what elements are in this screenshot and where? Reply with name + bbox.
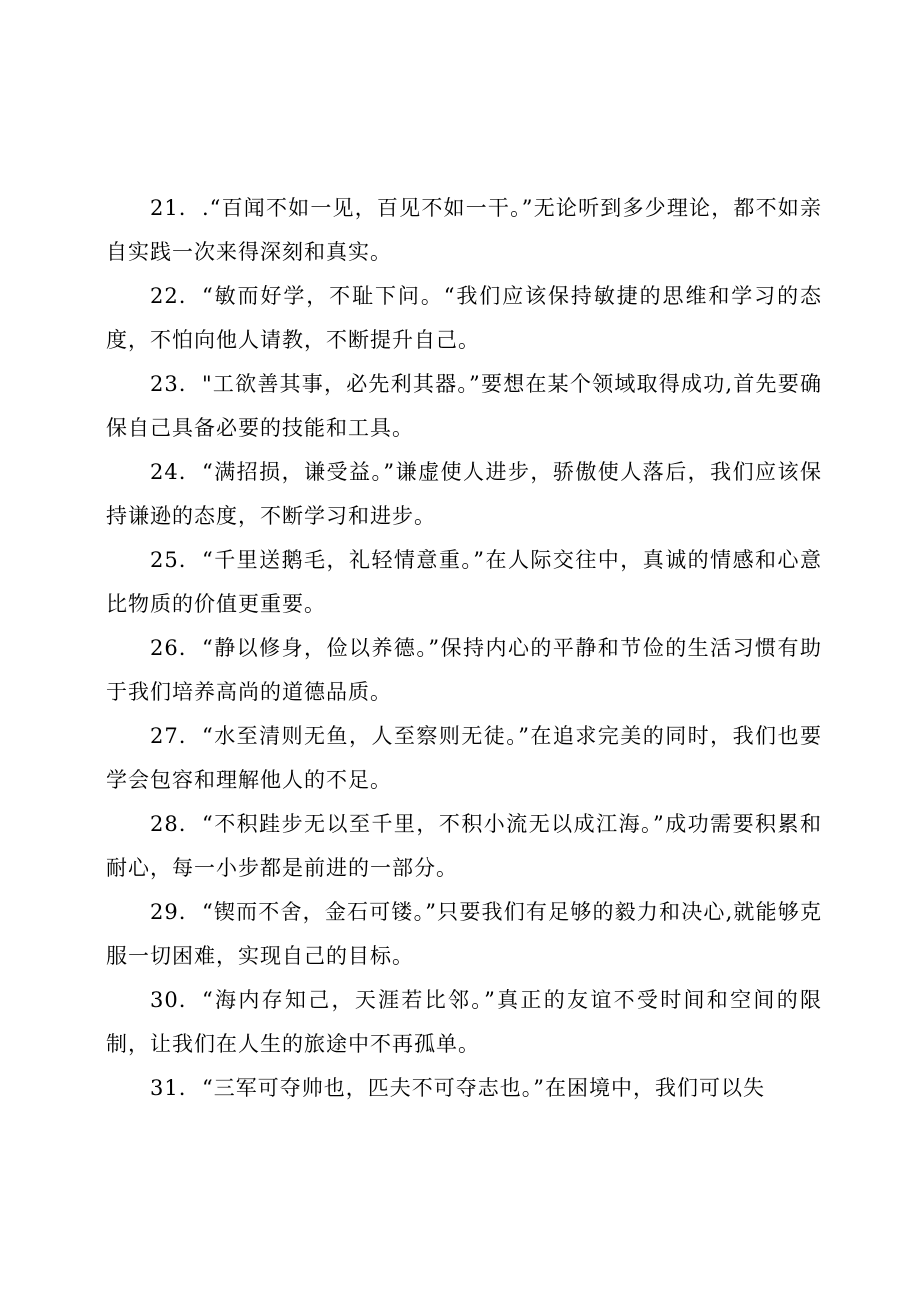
quote-paragraph-24	[106, 450, 822, 538]
quote-paragraph-23	[106, 362, 822, 450]
item-number: 23.	[150, 372, 187, 396]
item-number: 29.	[150, 900, 187, 924]
item-number: 25.	[150, 548, 187, 572]
quote-text: “满招损，谦受益。”谦虚使人进步，骄傲使人落后，我们应该保持谦逊的态度，不断学习和进步。	[106, 460, 822, 528]
item-number: 22.	[150, 284, 187, 308]
document-body	[106, 186, 822, 1110]
quote-text: “不积跬步无以至千里，不积小流无以成江海。”成功需要积累和耐心，每一小步都是前进的一部分。	[106, 812, 822, 880]
quote-paragraph-29	[106, 890, 822, 978]
item-number: 24.	[150, 460, 187, 484]
item-number: 26.	[150, 636, 187, 660]
quote-paragraph-26	[106, 626, 822, 714]
quote-paragraph-28	[106, 802, 822, 890]
quote-paragraph-30	[106, 978, 822, 1066]
item-number: 31.	[150, 1076, 187, 1100]
quote-paragraph-25	[106, 538, 822, 626]
quote-paragraph-22	[106, 274, 822, 362]
quote-text: .“百闻不如一见，百见不如一干。”无论听到多少理论，都不如亲自实践一次来得深刻和真实。	[106, 196, 822, 264]
quote-text: “三军可夺帅也，匹夫不可夺志也。”在困境中，我们可以失	[202, 1076, 765, 1100]
quote-text: "工欲善其事，必先利其器。”要想在某个领域取得成功,首先要确保自己具备必要的技能和工具。	[106, 372, 822, 440]
item-number: 30.	[150, 988, 187, 1012]
quote-text: “敏而好学，不耻下问。“我们应该保持敏捷的思维和学习的态度，不怕向他人请教，不断提升自己。	[106, 284, 822, 352]
item-number: 28.	[150, 812, 187, 836]
item-number: 21.	[150, 196, 187, 220]
quote-paragraph-27	[106, 714, 822, 802]
quote-text: “静以修身，俭以养德。”保持内心的平静和节俭的生活习惯有助于我们培养高尚的道德品质。	[106, 636, 822, 704]
item-number: 27.	[150, 724, 187, 748]
quote-paragraph-31	[106, 1066, 822, 1110]
quote-text: “锲而不舍，金石可镂。”只要我们有足够的毅力和决心,就能够克服一切困难，实现自己的目标。	[106, 900, 822, 968]
quote-paragraph-21	[106, 186, 822, 274]
quote-text: “海内存知己，天涯若比邻。”真正的友谊不受时间和空间的限制，让我们在人生的旅途中不再孤单。	[106, 988, 822, 1056]
quote-text: “千里送鹅毛，礼轻情意重。”在人际交往中，真诚的情感和心意比物质的价值更重要。	[106, 548, 822, 616]
quote-text: “水至清则无鱼，人至察则无徒。”在追求完美的同时，我们也要学会包容和理解他人的不足。	[106, 724, 822, 792]
